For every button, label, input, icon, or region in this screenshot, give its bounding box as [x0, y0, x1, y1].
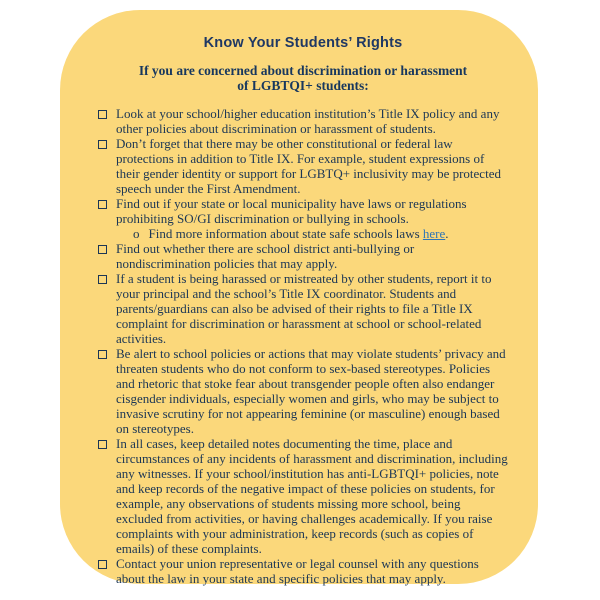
list-item: [98, 241, 508, 271]
list-item: [98, 346, 508, 436]
page-title: Know Your Students’ Rights: [203, 35, 403, 51]
list-item-text: Find out if your state or local municipality have laws or regulations prohibiting SO/GI discrimination or bullying in schools.: [116, 196, 467, 226]
subtitle: [98, 63, 508, 93]
list-item: [98, 136, 508, 196]
list-item-text: Find out whether there are school district anti-bullying or nondiscrimination policies that may apply.: [116, 241, 415, 271]
sub-list-item-text: [149, 226, 509, 241]
checkbox-bullet-icon: [98, 275, 107, 284]
sub-list-item: [133, 226, 508, 241]
list-item-text: If a student is being harassed or mistreated by other students, report it to your principal and the school’s Title IX coordinator. Students and parents/guardians can also be advised of their rights to file a Title IX complaint for discrimination or harassment at school or school-related activities.: [116, 271, 492, 346]
checkbox-bullet-icon: [98, 140, 107, 149]
rights-checklist: [98, 106, 508, 586]
checkbox-bullet-icon: [98, 350, 107, 359]
list-item-text: Look at your school/higher education institution’s Title IX policy and any other policies about discrimination or harassment of students.: [116, 106, 500, 136]
list-item: [98, 271, 508, 346]
list-item: [98, 196, 508, 226]
list-item-text: Don’t forget that there may be other constitutional or federal law protections in addition to Title IX. For example, student expressions of their gender identity or support for LGBTQ+ inclusivity may be protected speech under the First Amendment.: [116, 136, 501, 196]
list-item: [98, 436, 508, 556]
checkbox-bullet-icon: [98, 245, 107, 254]
checkbox-bullet-icon: [98, 110, 107, 119]
safe-schools-laws-link[interactable]: here: [422, 226, 446, 241]
list-item: [98, 556, 508, 586]
checkbox-bullet-icon: [98, 560, 107, 569]
subtitle-line-1: If you are concerned about discrimination or harassment: [138, 63, 468, 78]
circle-bullet-icon: o: [133, 226, 140, 241]
subtitle-line-2: of LGBTQI+ students:: [237, 78, 369, 93]
list-item-text: Contact your union representative or legal counsel with any questions about the law in your state and specific policies that may apply.: [116, 556, 479, 586]
list-item: [98, 106, 508, 136]
checkbox-bullet-icon: [98, 200, 107, 209]
list-item-text: In all cases, keep detailed notes documenting the time, place and circumstances of any incidents of harassment and discrimination, including any witnesses. If your school/institution has anti-LGBTQI+ policies, note and keep records of the negative impact of these policies on students, for example, any observations of students missing more school, being excluded from activities, or having challenges academically. If you raise complaints with your administration, keep records (such as copies of emails) of these complaints.: [116, 436, 508, 556]
checkbox-bullet-icon: [98, 440, 107, 449]
sub-item-prefix: Find more information about state safe schools laws: [148, 226, 423, 241]
flyer-card: [60, 10, 538, 584]
sub-item-suffix: .: [445, 226, 449, 241]
list-item-text: Be alert to school policies or actions that may violate students’ privacy and threaten students who do not conform to sex-based stereotypes. Policies and rhetoric that stoke fear about transgender people often also endanger cisgender individuals, especially women and girls, who may be subject to invasive scrutiny for not appearing feminine (or masculine) enough based on stereotypes.: [116, 346, 506, 436]
